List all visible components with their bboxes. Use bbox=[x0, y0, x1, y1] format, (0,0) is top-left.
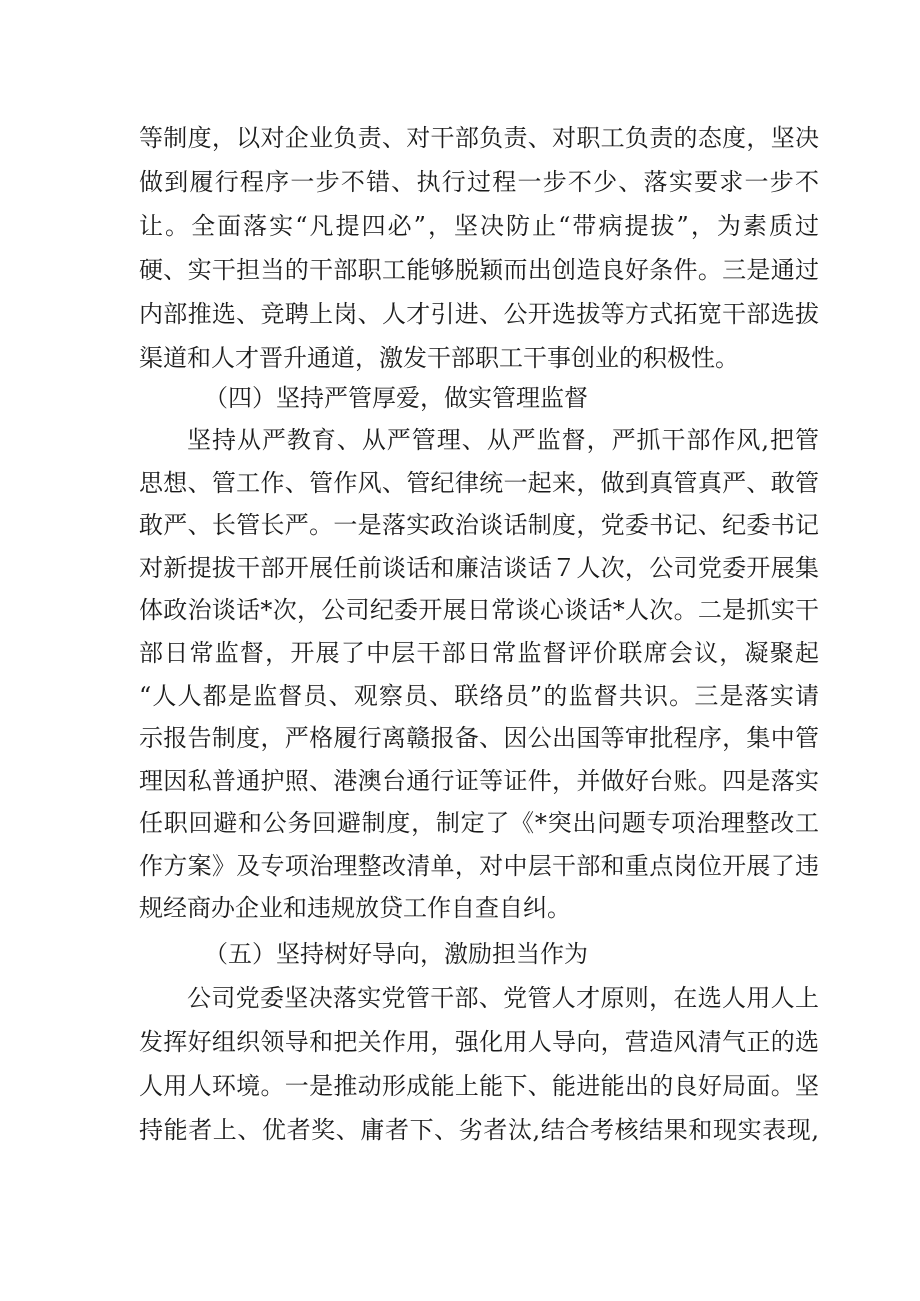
paragraph-line: 内部推选、竞聘上岗、人才引进、公开选拔等方式拓宽干部选拔 bbox=[139, 300, 819, 328]
paragraph-line: 坚持从严教育、从严管理、从严监督，严抓干部作风,把管 bbox=[187, 426, 819, 454]
section-heading: （四）坚持严管厚爱，做实管理监督 bbox=[204, 384, 588, 412]
paragraph-line: 等制度，以对企业负责、对干部负责、对职工负责的态度，坚决 bbox=[139, 124, 819, 152]
paragraph-line: 发挥好组织领导和把关作用，强化用人导向，营造风清气正的选 bbox=[139, 1028, 819, 1056]
section-heading: （五）坚持树好导向，激励担当作为 bbox=[204, 940, 588, 968]
paragraph-line: 思想、管工作、管作风、管纪律统一起来，做到真管真严、敢管 bbox=[139, 469, 819, 497]
paragraph-line: 硬、实干担当的干部职工能够脱颖而出创造良好条件。三是通过 bbox=[139, 256, 819, 284]
paragraph-line: 持能者上、优者奖、庸者下、劣者汰,结合考核结果和现实表现, bbox=[139, 1116, 819, 1144]
paragraph-line: 部日常监督，开展了中层干部日常监督评价联席会议，凝聚起 bbox=[139, 639, 819, 667]
paragraph-line: 规经商办企业和违规放贷工作自查自纠。 bbox=[139, 894, 571, 922]
paragraph-line: 公司党委坚决落实党管干部、党管人才原则，在选人用人上 bbox=[187, 984, 819, 1012]
paragraph-line: 示报告制度，严格履行离赣报备、因公出国等审批程序，集中管 bbox=[139, 724, 819, 752]
paragraph-line: 让。全面落实“凡提四必”，坚决防止“带病提拔”，为素质过 bbox=[139, 212, 819, 240]
paragraph-line: 敢严、长管长严。一是落实政治谈话制度，党委书记、纪委书记 bbox=[139, 511, 819, 539]
paragraph-line: “人人都是监督员、观察员、联络员”的监督共识。三是落实请 bbox=[139, 682, 819, 710]
paragraph-line: 渠道和人才晋升通道，激发干部职工干事创业的积极性。 bbox=[139, 344, 739, 372]
paragraph-line: 对新提拔干部开展任前谈话和廉洁谈话７人次，公司党委开展集 bbox=[139, 554, 819, 582]
paragraph-line: 任职回避和公务回避制度，制定了《*突出问题专项治理整改工 bbox=[139, 809, 819, 837]
paragraph-line: 理因私普通护照、港澳台通行证等证件，并做好台账。四是落实 bbox=[139, 767, 819, 795]
paragraph-line: 人用人环境。一是推动形成能上能下、能进能出的良好局面。坚 bbox=[139, 1072, 819, 1100]
paragraph-line: 做到履行程序一步不错、执行过程一步不少、落实要求一步不 bbox=[139, 168, 819, 196]
paragraph-line: 作方案》及专项治理整改清单，对中层干部和重点岗位开展了违 bbox=[139, 852, 819, 880]
paragraph-line: 体政治谈话*次，公司纪委开展日常谈心谈话*人次。二是抓实干 bbox=[139, 596, 819, 624]
